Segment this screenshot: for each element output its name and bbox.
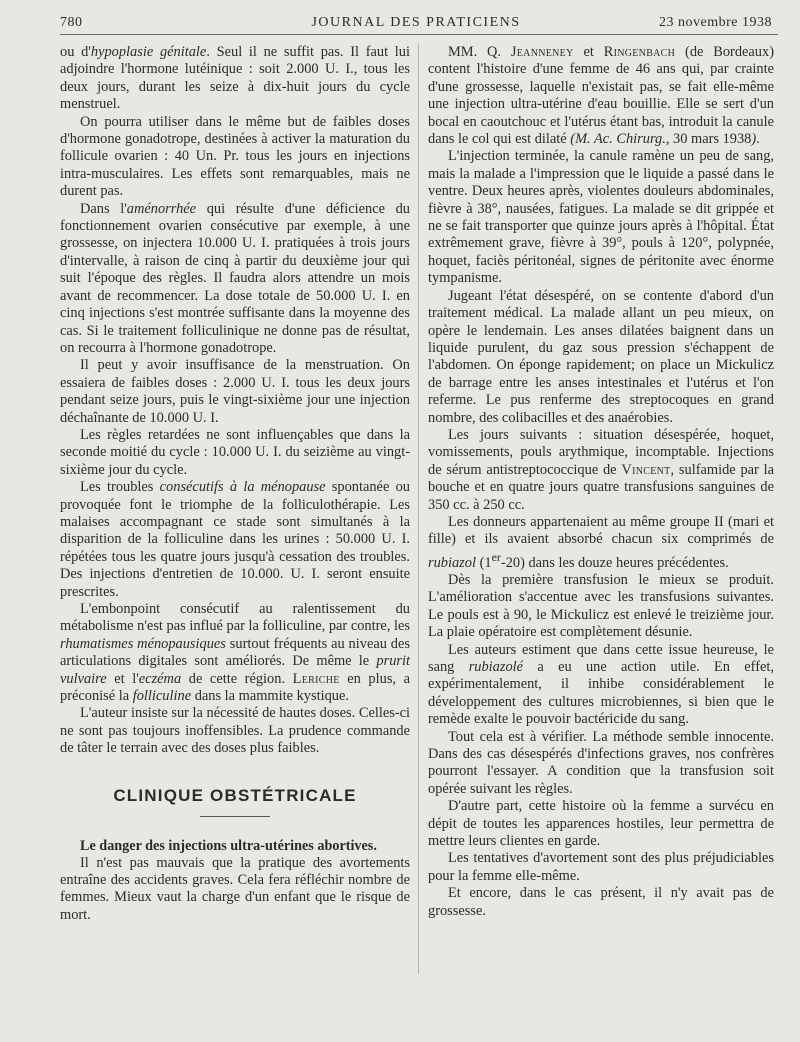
paragraph: Et encore, dans le cas présent, il n'y avait pas de grossesse. (428, 885, 774, 919)
paragraph: L'auteur insiste sur la nécessité de hautes doses. Celles-ci ne sont pas toujours inoffensibles. La prudence commande de tâter le terrain avec des doses plus faibles. (60, 705, 410, 757)
column-divider (418, 44, 419, 974)
section-title: CLINIQUE OBSTÉTRICALE (113, 785, 357, 805)
left-column (60, 44, 410, 924)
paragraph: Les donneurs appartenaient au même groupe II (mari et fille) et ils avaient absorbé chacun six comprimés de rubiazol (1er-20) dans les douze heures précédentes. (428, 513, 774, 571)
paragraph: Les troubles consécutifs à la ménopause spontanée ou provoquée font le triomphe de la folliculothérapie. Les malaises accompagnant ce stade sont simultanés à la disparition de la folliculine dans les urines : 50.000 U. I. répétées tous les quatre jours jusqu'à cessation des troubles. Des injections d'entretien de 10.000. U. I. seront ensuite prescrites. (60, 479, 410, 600)
paragraph: ou d'hypoplasie génitale. Seul il ne suffit pas. Il faut lui adjoindre l'hormone lutéinique : soit 2.000 U. I., tous les deux jours, durant les seize à dix-huit jours du cycle menstruel. (60, 44, 410, 113)
journal-title: JOURNAL DES PRATICIENS (311, 15, 521, 30)
paragraph: Dès la première transfusion le mieux se produit. L'amélioration s'accentue avec les transfusions suivantes. Le pouls est à 90, le Mickulicz est enlevé le treizième jour. La plaie opératoire est complètement désunie. (428, 571, 774, 641)
paragraph: Les tentatives d'avortement sont des plus préjudiciables pour la femme elle-même. (428, 850, 774, 884)
paragraph: Dans l'aménorrhée qui résulte d'une déficience du fonctionnement ovarien consécutive par exemple, à une grossesse, on injectera 10.000 U. I. pratiquées à trois jours d'intervalle, à raison de cinq à partir du deuxième jour qui suit l'époque des règles. Il faudra alors attendre un mois avant de recommencer. La dose totale de 50.000 U. I. en cinq injections s'est montrée suffisante dans la moyenne des cas. Si le traitement folliculinique ne donne pas de résultat, on recourra à l'hormone gonadotrope. (60, 200, 411, 356)
paragraph: L'embonpoint consécutif au ralentissement du métabolisme n'est pas influé par la folliculine, par contre, les rhumatismes ménopausiques surtout fréquents au niveau des articulations digitales sont améliorés. De même le prurit vulvaire et l'eczéma de cette région. Leriche en plus, a préconisé la folliculine dans la mammite kystique. (60, 601, 411, 705)
paragraph: L'injection terminée, la canule ramène un peu de sang, mais la malade a l'impression que le liquide a passé dans le ventre. Deux heures après, violentes douleurs abdominales, fièvre à 38°, nausées, fatigues. La malade se dit grippée et ne se fait transporter que quinze jours après à l'hôpital. État extrêmement grave, fièvre à 39°, pouls à 120°, polypnée, hoquet, faciès péritonéal, signes de péritonite avec énorme tympanisme. (428, 148, 774, 287)
paragraph: Il n'est pas mauvais que la pratique des avortements entraîne des accidents graves. Cela fera réfléchir nombre de femmes. Mieux vaut la charge d'un enfant que le risque de mort. (60, 854, 410, 923)
right-column (428, 44, 774, 920)
header-rule (60, 34, 778, 35)
page-number: 780 (60, 15, 83, 30)
paragraph: Il peut y avoir insuffisance de la menstruation. On essaiera de faibles doses : 2.000 U. I. tous les deux jours pendant seize jours, puis le vingt-sixième jour une injection déchaînante de 10.000 U. I. (60, 357, 410, 426)
paragraph: Les règles retardées ne sont influençables que dans la seconde moitié du cycle : 10.000 U. I. du seizième au vingt-sixième jour du cycle. (60, 426, 410, 478)
paragraph: MM. Q. Jeanneney et Ringenbach (de Bordeaux) content l'histoire d'une femme de 46 ans qui, par crainte d'une grossesse, laquelle n'existait pas, se fait elle-même une injection ultra-utérine d'eau bouillie. Elle se sert d'un bocal en caoutchouc et l'utérus étant bas, introduit la canule dans le col qui est dilaté (M. Ac. Chirurg., 30 mars 1938). (428, 44, 774, 148)
paragraph: Tout cela est à vérifier. La méthode semble innocente. Dans des cas désespérés d'infections graves, nos confrères pourront l'essayer. A condition que la transfusion soit opérée suivant les règles. (428, 728, 774, 797)
issue-date: 23 novembre 1938 (659, 15, 772, 30)
paragraph: Les auteurs estiment que dans cette issue heureuse, le sang rubiazolé a eu une action utile. En effet, expérimentalement, il inhibe considérablement le développement des cultures microbiennes, si bien que le remède exalte le pouvoir bactéricide du sang. (428, 641, 774, 728)
article-subheading: Le danger des injections ultra-utérines abortives. (80, 837, 377, 854)
section-rule (200, 816, 270, 817)
paragraph: Jugeant l'état désespéré, on se contente d'abord d'un traitement médical. La malade allant un peu mieux, on opère le lendemain. Les anses dilatées baignent dans un liquide purulent, du gaz sous pression s'échappent de l'abdomen. On éponge rapidement; on place un Mickulicz de barrage entre les anses intestinales et l'utérus et l'on referme. Le pus renferme des streptocoques en grand nombre, des colibacilles et des anaérobies. (428, 287, 774, 426)
running-header (60, 12, 772, 36)
paragraph: D'autre part, cette histoire où la femme a survécu en dépit de toutes les apparences hostiles, leur permettra de mettre leurs clientes en garde. (428, 798, 774, 850)
paragraph: On pourra utiliser dans le même but de faibles doses d'hormone gonadotrope, destinées à activer la maturation du follicule ovarien : 40 Un. Pr. tous les jours en injections intra-musculaires. Les effets sont remarquables, mais ne durent pas. (60, 113, 410, 200)
paragraph: Les jours suivants : situation désespérée, hoquet, vomissements, pouls arythmique, incomptable. Injections de sérum antistreptococcique de Vincent, sulfamide par la bouche et en quatre jours quatre transfusions sanguines de 350 cc. à 250 cc. (428, 426, 774, 513)
